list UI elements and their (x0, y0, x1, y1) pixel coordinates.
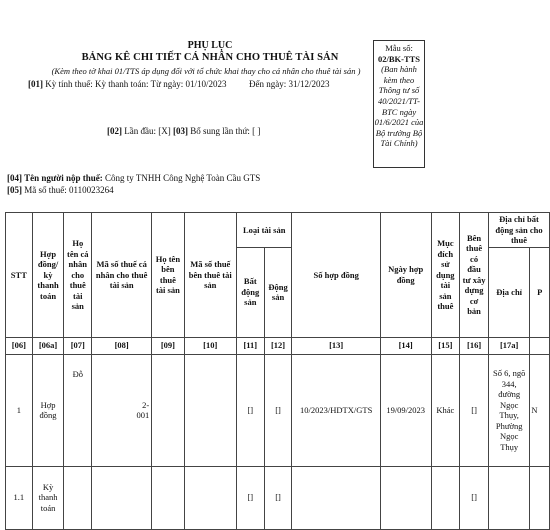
form-main-title: BẢNG KÊ CHI TIẾT CÁ NHÂN CHO THUÊ TÀI SẢN (81, 52, 339, 63)
header-lessor-name: Họ tên cá nhân cho thuê tài sản (64, 213, 92, 338)
cell-lessor-tax (92, 466, 152, 529)
col-number: [09] (152, 337, 184, 354)
header-extra: P (530, 247, 550, 337)
header-movable: Động sản (264, 247, 292, 337)
col-number: [16] (460, 337, 489, 354)
cell-lessor (64, 466, 92, 529)
cell-address (488, 466, 529, 529)
col-number: [13] (292, 337, 380, 354)
form-number-box (373, 40, 425, 168)
header-lessee-invest: Bên thuê có đầu tư xây dựng cơ bản (460, 213, 489, 338)
period-code: [01] (28, 79, 43, 89)
col-number: [12] (264, 337, 292, 354)
taxpayer-info (7, 172, 260, 196)
cell-invest: [] (460, 466, 489, 529)
cell-address: Số 6, ngõ 344, đường Ngọc Thụy, Phường Ngọc Thụy (488, 354, 529, 466)
cell-immovable: [] (236, 354, 264, 466)
col-number: [06a] (32, 337, 64, 354)
col-number: [14] (380, 337, 431, 354)
cell-contract-date (380, 466, 431, 529)
period-to: Đến ngày: 31/12/2023 (248, 79, 330, 89)
first-time-text: Lần đầu: [X] (124, 126, 171, 136)
cell-movable: [] (264, 466, 292, 529)
form-number-code: 02/BK-TTS (377, 53, 421, 64)
taxpayer-name: Công ty TNHH Công Nghệ Toàn Cầu GTS (105, 173, 261, 183)
cell-lessee (152, 466, 184, 529)
header-contract-no: Số hợp đồng (292, 213, 380, 338)
cell-type: Hợp đồng (32, 354, 64, 466)
column-number-row (6, 337, 550, 354)
cell-lessee (152, 354, 184, 466)
first-time-code: [02] (107, 126, 122, 136)
tax-id: Mã số thuế: 0110023264 (24, 185, 114, 195)
tax-id-code: [05] (7, 185, 22, 195)
table-row (6, 466, 550, 529)
taxpayer-name-label: [04] Tên người nộp thuế: (7, 173, 103, 183)
header-contract-type: Hợp đồng/ kỳ thanh toán (32, 213, 64, 338)
cell-lessee-tax (184, 354, 236, 466)
cell-extra (530, 466, 550, 529)
header-immovable: Bất động sản (236, 247, 264, 337)
header-contract-date: Ngày hợp đồng (380, 213, 431, 338)
col-number: [11] (236, 337, 264, 354)
cell-contract-no: 10/2023/HDTX/GTS (292, 354, 380, 466)
header-lessor-tax: Mã số thuế cá nhân cho thuê tài sản (92, 213, 152, 338)
header-lessee-tax: Mã số thuế bên thuê tài sản (184, 213, 236, 338)
cell-movable: [] (264, 354, 292, 466)
header-purpose: Mục đích sử dụng tài sản thuê (431, 213, 460, 338)
col-number: [06] (6, 337, 33, 354)
declaration-status (107, 126, 260, 136)
period-from: Kỳ tính thuế: Kỳ thanh toán: Từ ngày: 01/10/2023 (45, 79, 227, 89)
col-number (530, 337, 550, 354)
cell-immovable: [] (236, 466, 264, 529)
form-legal-note: (Ban hành kèm theo Thông tư số 40/2021/TT-BTC ngày 01/6/2021 của Bộ trưởng Bộ Tài Chính) (374, 64, 424, 149)
header-asset-type: Loại tài sản (236, 213, 292, 248)
cell-lessor: Đỗ (64, 354, 92, 466)
cell-contract-date: 19/09/2023 (380, 354, 431, 466)
cell-purpose (431, 466, 460, 529)
cell-lessee-tax (184, 466, 236, 529)
table-row (6, 354, 550, 466)
col-number: [15] (431, 337, 460, 354)
header-lessee-name: Họ tên bên thuê tài sản (152, 213, 184, 338)
appendix-title: PHỤ LỤC (187, 40, 233, 51)
cell-type: Kỳ thanh toán (32, 466, 64, 529)
tax-period (28, 79, 329, 89)
form-subtitle: (Kèm theo tờ khai 01/TTS áp dụng đối với tổ chức khai thay cho cá nhân cho thuê tài sản ) (51, 66, 361, 76)
cell-lessor-tax: 2- 001 (92, 354, 152, 466)
header-stt: STT (6, 213, 33, 338)
col-number: [10] (184, 337, 236, 354)
col-number: [07] (64, 337, 92, 354)
cell-stt: 1.1 (6, 466, 33, 529)
cell-contract-no (292, 466, 380, 529)
header-address-group: Địa chỉ bất động sản cho thuê (488, 213, 549, 248)
supplement-text: Bổ sung lần thứ: [ ] (190, 126, 261, 136)
cell-stt: 1 (6, 354, 33, 466)
header-address: Địa chỉ (488, 247, 529, 337)
cell-invest: [] (460, 354, 489, 466)
col-number: [08] (92, 337, 152, 354)
cell-extra: N (530, 354, 550, 466)
form-number-label: Mẫu số: (385, 43, 413, 53)
cell-purpose: Khác (431, 354, 460, 466)
supplement-code: [03] (172, 126, 188, 136)
rental-detail-table (5, 212, 550, 530)
col-number: [17a] (488, 337, 529, 354)
